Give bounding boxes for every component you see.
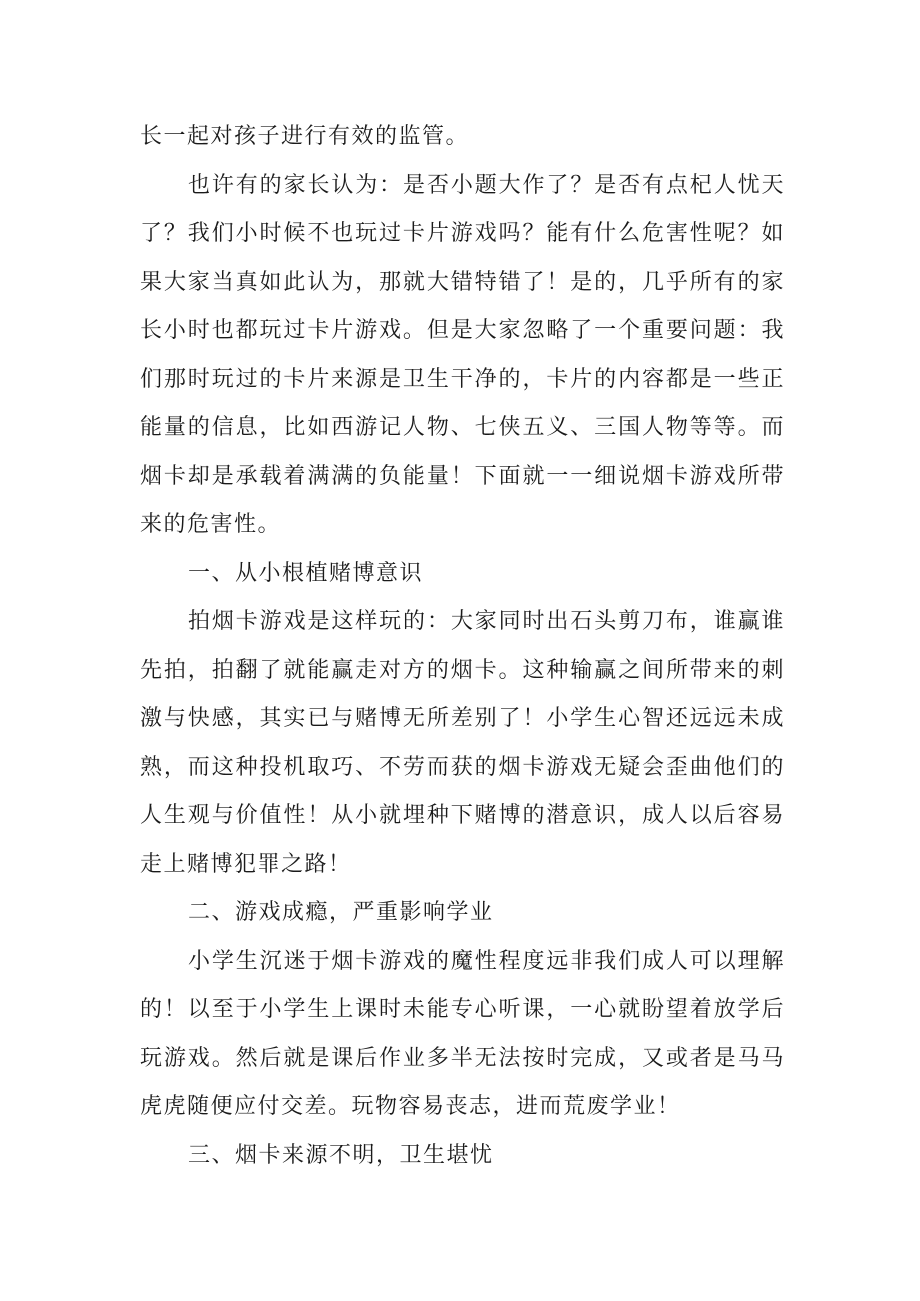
heading-game-addiction: 二、游戏成瘾，严重影响学业 [188,900,494,925]
heading-hygiene: 三、烟卡来源不明，卫生堪忧 [188,1142,494,1168]
paragraph-addiction: 小学生沉迷于烟卡游戏的魔性程度远非我们成人可以理解的！以至于小学生上课时未能专心听课，一心就盼望着放学后玩游戏。然后就是课后作业多半无法按时完成，又或者是马马虎虎随便应付交差。玩物容易丧志，进而荒废学业！ [140,948,785,1119]
paragraph-gambling: 拍烟卡游戏是这样玩的：大家同时出石头剪刀布，谁赢谁先拍，拍翻了就能赢走对方的烟卡。这种输赢之间所带来的刺激与快感，其实已与赌博无所差别了！小学生心智还远远未成熟，而这种投机取巧、不劳而获的烟卡游戏无疑会歪曲他们的人生观与价值性！从小就埋种下赌博的潜意识，成人以后容易走上赌博犯罪之路！ [140,609,785,877]
paragraph-continuation: 长一起对孩子进行有效的监管。 [140,124,470,149]
paragraph-parents-opinion: 也许有的家长认为：是否小题大作了？是否有点杞人忧天了？我们小时候不也玩过卡片游戏吗？能有什么危害性呢？如果大家当真如此认为，那就大错特错了！是的，几乎所有的家长小时也都玩过卡片游戏。但是大家忽略了一个重要问题：我们那时玩过的卡片来源是卫生干净的，卡片的内容都是一些正能量的信息，比如西游记人物、七侠五义、三国人物等等。而烟卡却是承载着满满的负能量！下面就一一细说烟卡游戏所带来的危害性。 [140,172,785,537]
document-body [140,113,785,1180]
heading-gambling-awareness: 一、从小根植赌博意识 [188,560,424,586]
